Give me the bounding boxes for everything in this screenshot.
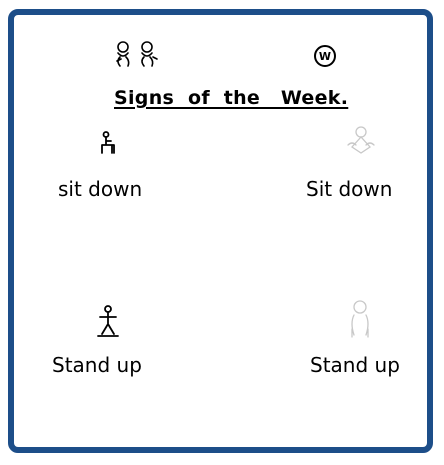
week-badge: W — [314, 45, 336, 67]
signing-people-icon — [114, 39, 164, 69]
sign-label-sit-down-sign: Sit down — [306, 177, 393, 201]
sign-label-sit-down-symbol: sit down — [58, 177, 143, 201]
sit-down-sign-icon — [344, 125, 378, 157]
sign-label-stand-up-symbol: Stand up — [52, 353, 142, 377]
sitting-person-icon — [100, 131, 120, 155]
stand-up-sign-icon — [346, 299, 374, 343]
page-title: Signs of the Week. — [114, 87, 349, 109]
standing-person-icon — [96, 305, 120, 339]
sign-label-stand-up-sign: Stand up — [310, 353, 400, 377]
signs-card — [8, 9, 433, 453]
